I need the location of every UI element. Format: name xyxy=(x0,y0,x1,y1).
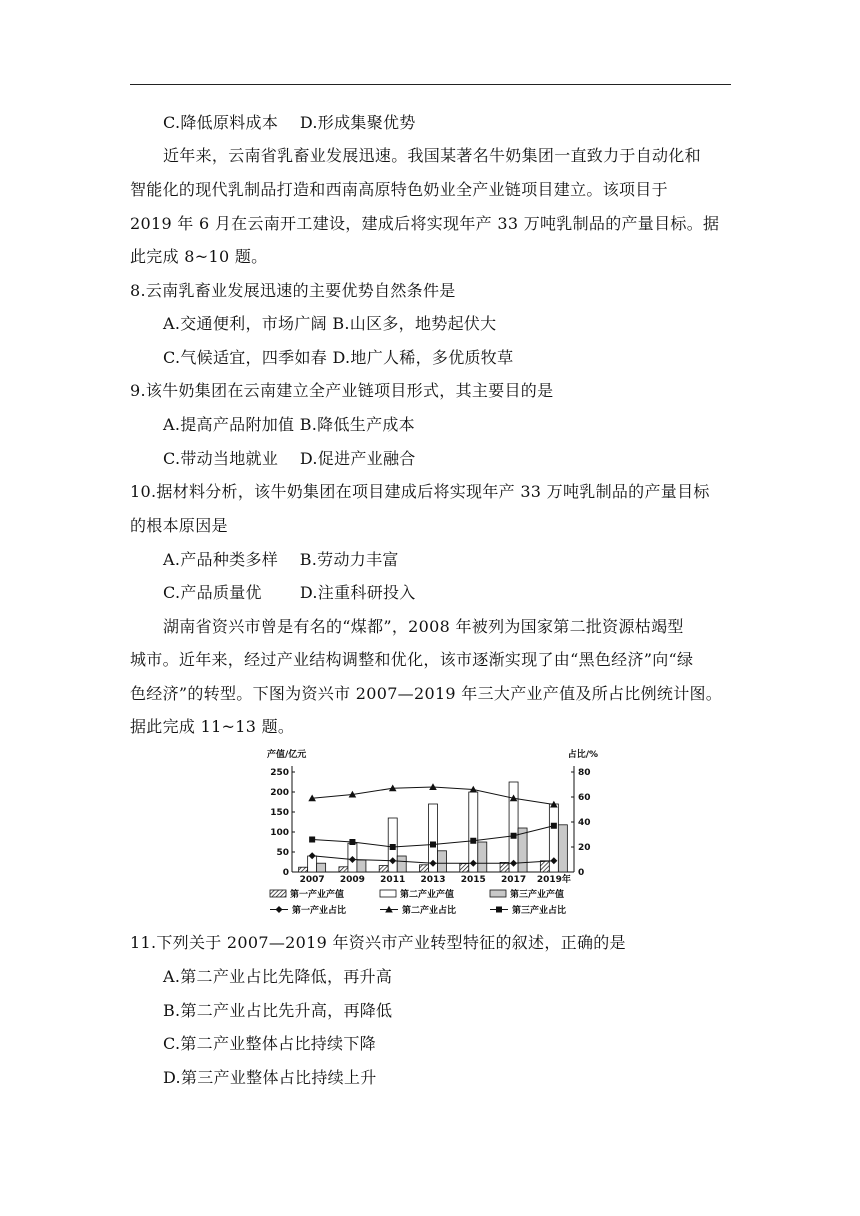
q11-option-b: B.第二产业占比先升高，再降低 xyxy=(163,1001,393,1020)
q7-options-cd: C.降低原料成本 D.形成集聚优势 xyxy=(163,113,416,132)
y-tick-label: 250 xyxy=(270,768,289,778)
bar-tertiary-value xyxy=(478,842,487,872)
legend-label-line-1: 第一产业占比 xyxy=(292,906,347,916)
legend-marker-diamond xyxy=(276,906,283,913)
passage1-line2: 智能化的现代乳制品打造和西南高原特色奶业全产业链项目建立。该项目于 xyxy=(130,180,668,199)
q11-stem: 11.下列关于 2007—2019 年资兴市产业转型特征的叙述，正确的是 xyxy=(130,933,626,952)
q9-options-cd: C.带动当地就业 D.促进产业融合 xyxy=(163,449,416,468)
marker-square xyxy=(511,833,517,839)
y-axis-title: 产值/亿元 xyxy=(267,750,307,760)
marker-square xyxy=(470,838,476,844)
y2-tick-label: 40 xyxy=(578,818,591,828)
bar-primary-value xyxy=(420,865,429,872)
q10-options-ab: A.产品种类多样 B.劳动力丰富 xyxy=(163,550,399,569)
marker-square xyxy=(551,823,557,829)
bar-primary-value xyxy=(460,864,469,872)
y-tick-label: 0 xyxy=(282,868,289,878)
industry-chart xyxy=(262,745,598,923)
bar-primary-value xyxy=(339,867,348,872)
q8-options-ab: A.交通便利，市场广阔 B.山区多，地势起伏大 xyxy=(163,314,497,333)
passage2-line1: 湖南省资兴市曾是有名的“煤都”，2008 年被列为国家第二批资源枯竭型 xyxy=(163,617,684,636)
q8-stem: 8.云南乳畜业发展迅速的主要优势自然条件是 xyxy=(130,281,456,300)
marker-square xyxy=(309,837,315,843)
x-tick-label: 2009 xyxy=(339,875,365,885)
marker-square xyxy=(430,842,436,848)
passage2-line2: 城市。近年来，经过产业结构调整和优化，该市逐渐实现了由“黑色经济”向“绿 xyxy=(130,650,694,669)
marker-square xyxy=(390,844,396,850)
x-tick-label: 2007 xyxy=(299,875,325,885)
bar-tertiary-value xyxy=(558,825,567,872)
q10-options-cd: C.产品质量优 D.注重科研投入 xyxy=(163,583,416,602)
passage2-line4: 据此完成 11~13 题。 xyxy=(130,717,295,736)
q11-option-d: D.第三产业整体占比持续上升 xyxy=(163,1068,377,1087)
q9-stem: 9.该牛奶集团在云南建立全产业链项目形式，其主要目的是 xyxy=(130,381,554,400)
q11-option-a: A.第二产业占比先降低，再升高 xyxy=(163,967,393,986)
y-tick-label: 200 xyxy=(270,788,289,798)
y-tick-label: 50 xyxy=(276,848,289,858)
legend-label-bar-1: 第一产业产值 xyxy=(290,890,345,900)
q9-options-ab: A.提高产品附加值 B.降低生产成本 xyxy=(163,415,415,434)
bar-tertiary-value xyxy=(397,856,406,872)
y2-tick-label: 60 xyxy=(578,793,591,803)
legend-label-line-3: 第三产业占比 xyxy=(512,906,567,916)
y-tick-label: 150 xyxy=(270,808,289,818)
y-tick-label: 100 xyxy=(270,828,289,838)
passage1-line1: 近年来，云南省乳畜业发展迅速。我国某著名牛奶集团一直致力于自动化和 xyxy=(163,146,701,165)
bar-primary-value xyxy=(379,866,388,872)
bar-primary-value xyxy=(299,867,308,872)
x-tick-label: 2015 xyxy=(460,875,486,885)
bar-tertiary-value xyxy=(357,860,366,872)
header-rule xyxy=(130,84,731,85)
legend-label-bar-2: 第二产业产值 xyxy=(400,890,455,900)
q8-options-cd: C.气候适宜，四季如春 D.地广人稀，多优质牧草 xyxy=(163,348,514,367)
bar-primary-value xyxy=(500,862,509,872)
y2-tick-label: 20 xyxy=(578,843,591,853)
marker-square xyxy=(349,839,355,845)
legend-label-bar-3: 第三产业产值 xyxy=(510,890,565,900)
y2-axis-title: 占比/% xyxy=(567,750,598,760)
legend-swatch-3 xyxy=(490,890,506,897)
passage1-line3: 2019 年 6 月在云南开工建设，建成后将实现年产 33 万吨乳制品的产量目标。据 xyxy=(130,214,720,233)
legend-swatch-2 xyxy=(380,890,396,897)
q11-option-c: C.第二产业整体占比持续下降 xyxy=(163,1034,376,1053)
bar-primary-value xyxy=(540,861,549,872)
legend-swatch-1 xyxy=(270,890,286,897)
x-tick-label: 2011 xyxy=(380,875,406,885)
x-tick-label: 2013 xyxy=(420,875,446,885)
passage1-line4: 此完成 8~10 题。 xyxy=(130,247,268,266)
q10-stem-line1: 10.据材料分析，该牛奶集团在项目建成后将实现年产 33 万吨乳制品的产量目标 xyxy=(130,482,710,501)
y2-tick-label: 80 xyxy=(578,768,591,778)
y2-tick-label: 0 xyxy=(578,868,585,878)
legend-marker-square xyxy=(496,907,502,913)
x-tick-label: 2017 xyxy=(501,875,527,885)
legend-label-line-2: 第二产业占比 xyxy=(402,906,457,916)
passage2-line3: 色经济”的转型。下图为资兴市 2007—2019 年三大产业产值及所占比例统计图。 xyxy=(130,684,723,703)
bar-tertiary-value xyxy=(317,863,326,872)
x-tick-label: 2019年 xyxy=(536,875,571,885)
q10-stem-line2: 的根本原因是 xyxy=(130,516,228,535)
bar-tertiary-value xyxy=(438,851,447,872)
